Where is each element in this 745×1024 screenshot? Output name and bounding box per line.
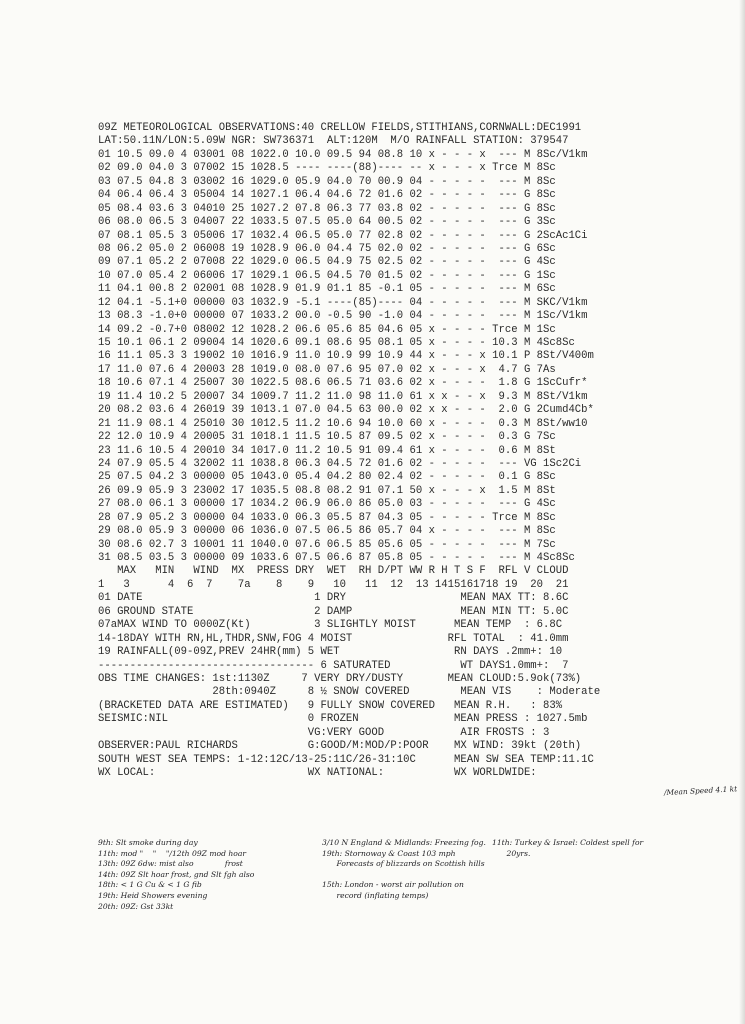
wx-national-note-5: 15th: London - worst air pollution on (322, 880, 464, 890)
typed-line-37: 06 GROUND STATE 2 DAMP MEAN MIN TT: 5.0C (98, 605, 569, 618)
typed-line-18: 16 11.1 05.3 3 19002 10 1016.9 11.0 10.9 99 10.9 44 x - - - x 10.1 P 8St/V400m (98, 350, 594, 363)
typed-line-17: 15 10.1 06.1 2 09004 14 1020.6 09.1 08.6 95 08.1 05 x - - - - 10.3 M 4Sc8Sc (98, 337, 575, 349)
typed-line-2: LAT:50.11N/LON:5.09W NGR: SW736371 ALT:120M M/O RAINFALL STATION: 379547 (98, 135, 569, 148)
wx-local-note-4: 14th: 09Z Slt hoar frost, gnd Slt fgh also (98, 869, 255, 879)
typed-line-10: 08 06.2 05.0 2 06008 19 1028.9 06.0 04.4 75 02.0 02 - - - - - --- G 6Sc (98, 242, 556, 255)
wx-worldwide-note-1: 11th: Turkey & Israel: Coldest spell for (492, 838, 644, 847)
typed-line-33: 31 08.5 03.5 3 00000 09 1033.6 07.5 06.6 87 05.8 05 - - - - - --- M 4Sc8Sc (98, 552, 575, 564)
wx-national-note-2: 19th: Stornoway & Coast 103 mph (322, 848, 456, 858)
typed-line-16: 14 09.2 -0.7+0 08002 12 1028.2 06.6 05.6 85 04.6 05 x - - - - Trce M 1Sc (98, 323, 556, 336)
mean-speed-handwritten-note: /Mean Speed 4.1 kt (663, 784, 738, 798)
wx-worldwide-note-2: 20yrs. (492, 848, 531, 858)
typed-line-23: 21 11.9 08.1 4 25010 30 1012.5 11.2 10.6 94 10.0 60 x - - - - 0.3 M 8St/ww10 (98, 417, 588, 430)
wx-local-note-3: 13th: 09Z 6dw: mist also frost (98, 859, 243, 869)
typed-line-22: 20 08.2 03.6 4 26019 39 1013.1 07.0 04.5 63 00.0 02 x x - - - 2.0 G 2Cumd4Cb* (98, 404, 594, 417)
typed-line-31: 29 08.0 05.9 3 00000 06 1036.0 07.5 06.5 86 05.7 04 x - - - - --- M 8Sc (98, 525, 556, 538)
typed-line-42: OBS TIME CHANGES: 1st:1130Z 7 VERY DRY/DUSTY MEAN CLOUD:5.9ok(73%) (98, 672, 582, 685)
typed-line-28: 26 09.9 05.9 3 23002 17 1035.5 08.8 08.2 91 07.1 50 x - - - x 1.5 M 8St (98, 484, 556, 497)
typed-line-6: 04 06.4 06.4 3 05004 14 1027.1 06.4 04.6 72 01.6 02 - - - - - --- G 8Sc (98, 189, 556, 202)
typed-line-5: 03 07.5 04.8 3 03002 16 1029.0 05.9 04.0 70 00.9 04 - - - - - --- M 8Sc (98, 175, 556, 188)
typed-line-30: 28 07.9 05.2 3 00000 04 1033.0 06.3 05.5 87 04.3 05 - - - - - Trce M 8Sc (98, 511, 556, 524)
typed-line-3: 01 10.5 09.0 4 03001 08 1022.0 10.0 09.5 94 08.8 10 x - - - x --- M 8Sc/V1km (98, 148, 588, 161)
typed-line-7: 05 08.4 03.6 3 04010 25 1027.2 07.8 06.3 77 03.8 02 - - - - - --- G 8Sc (98, 202, 556, 215)
typed-line-47: OBSERVER:PAUL RICHARDS G:GOOD/M:MOD/P:POOR MX WIND: 39kt (20th) (98, 740, 582, 753)
typed-line-45: SEISMIC:NIL 0 FROZEN MEAN PRESS : 1027.5mb (98, 713, 588, 726)
typed-line-21: 19 11.4 10.2 5 20007 34 1009.7 11.2 11.0 98 11.0 61 x x - - x 9.3 M 8St/V1km (98, 390, 588, 403)
typed-line-43: 28th:0940Z 8 ½ SNOW COVERED MEAN VIS : Moderate (98, 686, 601, 699)
wx-local-note-2: 11th: mod " " "/12th 09Z mod hoar (98, 848, 247, 858)
typed-line-34: MAX MIN WIND MX PRESS DRY WET RH D/PT WW R H T S F RFL V CLOUD (98, 565, 569, 578)
typed-line-9: 07 08.1 05.5 3 05006 17 1032.4 06.5 05.0 77 02.8 02 - - - - - --- G 2ScAc1Ci (98, 229, 588, 242)
typed-line-32: 30 08.6 02.7 3 10001 11 1040.0 07.6 06.5 85 05.6 05 - - - - - --- M 7Sc (98, 538, 556, 551)
wx-local-note-7: 20th: 09Z: Gst 33kt (98, 901, 174, 911)
wx-national-note-4 (322, 870, 486, 881)
typed-line-49: WX LOCAL: WX NATIONAL: WX WORLDWIDE: (98, 767, 537, 779)
typed-line-26: 24 07.9 05.5 4 32002 11 1038.8 06.3 04.5 72 01.6 02 - - - - - --- VG 1Sc2Ci (98, 457, 582, 470)
page-edge-shadow (739, 0, 745, 1024)
wx-local-note-6: 19th: Heid Showers evening (98, 890, 208, 900)
typed-line-15: 13 08.3 -1.0+0 00000 07 1033.2 00.0 -0.5 90 -1.0 04 - - - - - --- M 1Sc/V1km (98, 310, 588, 323)
typed-observation-sheet (98, 122, 728, 780)
typed-line-35: 1 3 4 6 7 7a 8 9 10 11 12 13 1415161718 19 20 21 (98, 578, 569, 591)
wx-local-note-5: 18th: < 1 G Cu & < 1 G fib (98, 880, 202, 890)
typed-line-19: 17 11.0 07.6 4 20003 28 1019.0 08.0 07.6 95 07.0 02 x - - - x 4.7 G 7As (98, 363, 556, 376)
typed-line-4: 02 09.0 04.0 3 07002 15 1028.5 ---- ----(88)---- -- x - - - x Trce M 8Sc (98, 162, 556, 175)
typed-line-24: 22 12.0 10.9 4 20005 31 1018.1 11.5 10.5 87 09.5 02 x - - - - 0.3 G 7Sc (98, 431, 556, 444)
wx-worldwide-handwritten-notes (492, 838, 643, 859)
typed-line-25: 23 11.6 10.5 4 20010 34 1017.0 11.2 10.5 91 09.4 61 x - - - - 0.6 M 8St (98, 444, 556, 457)
typed-line-36: 01 DATE 1 DRY MEAN MAX TT: 8.6C (98, 592, 569, 605)
typed-line-1: 09Z METEOROLOGICAL OBSERVATIONS:40 CRELLOW FIELDS,STITHIANS,CORNWALL:DEC1991 (98, 122, 582, 134)
typed-line-11: 09 07.1 05.2 2 07008 22 1029.0 06.5 04.9 75 02.5 02 - - - - - --- G 4Sc (98, 256, 556, 269)
typed-line-8: 06 08.0 06.5 3 04007 22 1033.5 07.5 05.0 64 00.5 02 - - - - - --- G 3Sc (98, 216, 556, 229)
typed-line-44: (BRACKETED DATA ARE ESTIMATED) 9 FULLY SNOW COVERED MEAN R.H. : 83% (98, 699, 563, 712)
typed-line-46: VG:VERY GOOD AIR FROSTS : 3 (98, 726, 550, 739)
typed-line-39: 14-18DAY WITH RN,HL,THDR,SNW,FOG 4 MOIST RFL TOTAL : 41.0mm (98, 632, 569, 645)
typed-line-27: 25 07.5 04.2 3 00000 05 1043.0 05.4 04.2 80 02.4 02 - - - - - 0.1 G 8Sc (98, 471, 556, 484)
wx-local-handwritten-notes (98, 838, 254, 912)
typed-line-14: 12 04.1 -5.1+0 00000 03 1032.9 -5.1 ----(85)---- 04 - - - - - --- M SKC/V1km (98, 296, 588, 309)
wx-local-note-1: 9th: Slt smoke during day (98, 838, 198, 847)
wx-national-handwritten-notes (322, 838, 486, 902)
typed-line-41: ---------------------------------- 6 SATURATED WT DAYS1.0mm+: 7 (98, 659, 569, 672)
wx-national-note-6: record (inflating temps) (322, 890, 429, 900)
typed-line-40: 19 RAINFALL(09-09Z,PREV 24HR(mm) 5 WET RN DAYS .2mm+: 10 (98, 646, 563, 659)
typed-line-48: SOUTH WEST SEA TEMPS: 1-12:12C/13-25:11C/26-31:10C MEAN SW SEA TEMP:11.1C (98, 753, 594, 766)
wx-national-note-3: Forecasts of blizzards on Scottish hills (322, 859, 485, 869)
typed-line-13: 11 04.1 00.8 2 02001 08 1028.9 01.9 01.1 85 -0.1 05 - - - - - --- M 6Sc (98, 283, 556, 296)
wx-national-note-1: 3/10 N England & Midlands: Freezing fog. (322, 838, 486, 847)
typed-line-20: 18 10.6 07.1 4 25007 30 1022.5 08.6 06.5 71 03.6 02 x - - - - 1.8 G 1ScCufr* (98, 377, 588, 390)
typed-line-29: 27 08.0 06.1 3 00000 17 1034.2 06.9 06.0 86 05.0 03 - - - - - --- G 4Sc (98, 498, 556, 511)
typed-line-38: 07aMAX WIND TO 0000Z(Kt) 3 SLIGHTLY MOIST MEAN TEMP : 6.8C (98, 619, 563, 632)
typed-line-12: 10 07.0 05.4 2 06006 17 1029.1 06.5 04.5 70 01.5 02 - - - - - --- G 1Sc (98, 269, 556, 282)
